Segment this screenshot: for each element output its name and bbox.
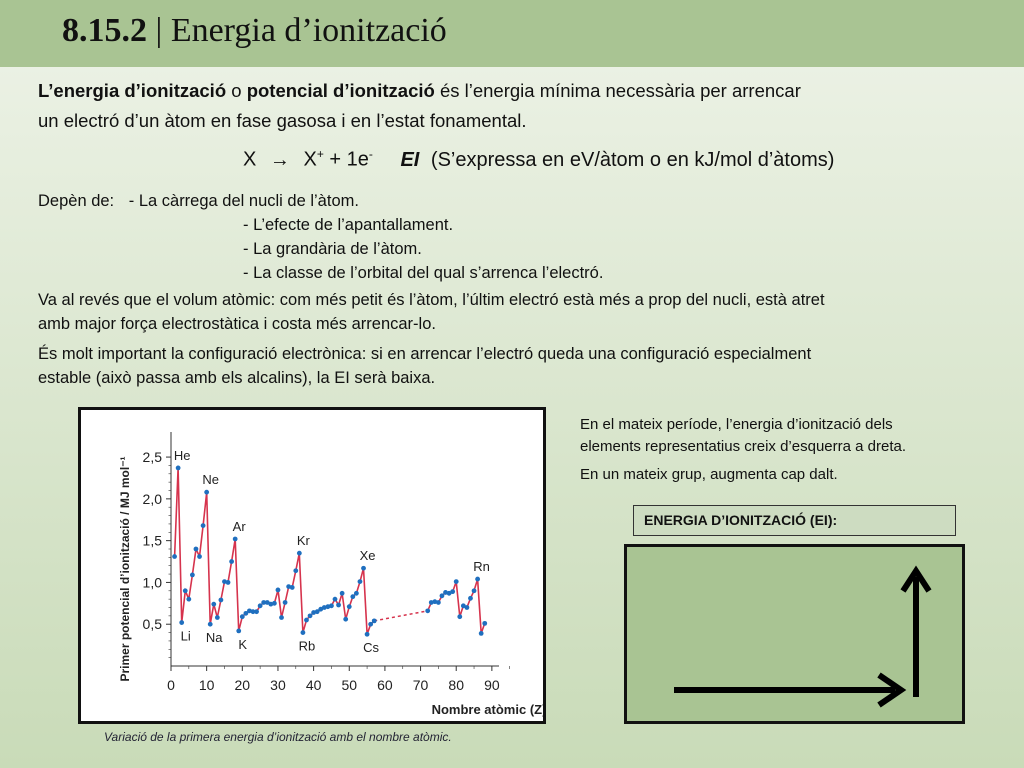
- x-tick-label: 0: [167, 677, 175, 693]
- y-tick-label: 2,0: [142, 490, 162, 507]
- data-point: [186, 597, 191, 602]
- element-label: Cs: [363, 640, 380, 656]
- element-label: Na: [205, 630, 223, 646]
- data-point: [361, 566, 366, 571]
- config-paragraph-line-2: estable (això passa amb els alcalins), la EI serà baixa.: [38, 369, 436, 387]
- element-label: Ar: [232, 518, 246, 534]
- period-trend-line-1: En el mateix període, l’energia d’ionització dels: [580, 416, 893, 433]
- trend-arrows-box: [624, 544, 965, 724]
- x-tick-label: 50: [341, 677, 358, 693]
- period-trend-line-2: elements representatius creix d’esquerra a dreta.: [580, 438, 907, 455]
- x-tick-label: 30: [270, 677, 286, 693]
- element-label: Rb: [298, 638, 316, 654]
- data-point: [304, 618, 309, 623]
- x-tick-label: 10: [198, 677, 215, 693]
- data-point: [336, 603, 341, 608]
- y-tick-label: 1,5: [142, 532, 162, 549]
- data-point: [290, 585, 295, 590]
- ionization-chart-frame: [78, 407, 546, 724]
- x-tick-label: 70: [412, 677, 429, 693]
- data-point: [472, 588, 477, 593]
- data-point: [283, 600, 288, 605]
- series-line: [428, 579, 485, 633]
- data-point: [482, 621, 487, 626]
- data-point: [183, 588, 188, 593]
- element-label: Kr: [296, 533, 310, 549]
- data-point: [240, 614, 245, 619]
- ionization-chart: [81, 410, 543, 721]
- eq-product: X: [303, 148, 317, 171]
- element-label: Xe: [359, 548, 376, 564]
- gap-line: [374, 611, 427, 621]
- data-point: [340, 591, 345, 596]
- eq-units-note: (S’expressa en eV/àtom o en kJ/mol d’àtoms): [430, 148, 835, 171]
- data-point: [468, 596, 473, 601]
- volume-paragraph-line-1: Va al revés que el volum atòmic: com més petit és l’àtom, l’últim electró està més a prop del nucli, està atret: [38, 291, 825, 309]
- data-point: [329, 603, 334, 608]
- depends-label: Depèn de:: [38, 192, 115, 210]
- section-number: 8.15.2: [62, 12, 147, 49]
- intro-line-2: un electró d’un àtom en fase gasosa i en l’estat fonamental.: [38, 110, 527, 131]
- group-trend-line: En un mateix grup, augmenta cap dalt.: [580, 466, 838, 483]
- data-point: [194, 547, 199, 552]
- data-point: [350, 594, 355, 599]
- title-separator: |: [155, 12, 163, 49]
- data-point: [208, 622, 213, 627]
- eq-arrow: →: [269, 148, 290, 171]
- data-point: [354, 591, 359, 596]
- data-point: [229, 559, 234, 564]
- y-tick-label: 1,0: [142, 574, 162, 591]
- y-tick-label: 2,5: [142, 449, 162, 466]
- data-point: [272, 601, 277, 606]
- data-point: [358, 579, 363, 584]
- data-point: [279, 615, 284, 620]
- data-point: [226, 580, 231, 585]
- depends-item: - L’efecte de l’apantallament.: [243, 216, 454, 234]
- x-tick-label: 40: [305, 677, 322, 693]
- data-point: [308, 613, 313, 618]
- data-point: [201, 523, 206, 528]
- data-point: [172, 554, 177, 559]
- arrow-right-icon: [674, 675, 901, 705]
- y-tick-label: 0,5: [142, 616, 162, 633]
- data-point: [276, 588, 281, 593]
- term-ionization-potential: potencial d’ionització: [246, 80, 435, 101]
- eq-symbol: EI: [400, 148, 420, 171]
- data-point: [219, 598, 224, 603]
- data-point: [440, 593, 445, 598]
- data-point: [368, 622, 373, 627]
- element-label: K: [238, 636, 248, 652]
- data-point: [425, 608, 430, 613]
- y-axis-label: Primer potencial d’ionització / MJ mol⁻¹: [118, 456, 132, 682]
- arrow-up-icon: [903, 571, 929, 697]
- eq-electron: + 1e: [323, 148, 369, 171]
- data-point: [465, 605, 470, 610]
- data-point: [254, 609, 259, 614]
- config-paragraph-line-1: És molt important la configuració electrònica: si en arrencar l’electró queda una configuració especialment: [38, 345, 812, 363]
- eq-electron-charge: -: [368, 147, 373, 161]
- data-point: [233, 537, 238, 542]
- ionization-equation: [243, 147, 834, 172]
- depends-item: - La grandària de l’àtom.: [243, 240, 422, 258]
- ei-label-box: ENERGIA D’IONITZACIÓ (EI):: [633, 505, 956, 536]
- data-point: [190, 573, 195, 578]
- x-tick-label: 60: [377, 677, 393, 693]
- data-point: [450, 589, 455, 594]
- title-text: Energia d’ionització: [170, 12, 447, 49]
- data-point: [176, 466, 181, 471]
- element-label: Ne: [202, 472, 219, 488]
- x-tick-label: 90: [484, 677, 500, 693]
- data-point: [436, 600, 441, 605]
- term-ionization-energy: L’energia d’ionització: [38, 80, 227, 101]
- data-point: [236, 629, 241, 634]
- data-point: [343, 617, 348, 622]
- data-point: [457, 614, 462, 619]
- depends-list: [38, 189, 603, 285]
- data-point: [475, 577, 480, 582]
- eq-lhs: X: [243, 148, 257, 171]
- data-point: [454, 579, 459, 584]
- data-point: [258, 603, 263, 608]
- element-label: He: [173, 447, 191, 463]
- data-point: [204, 490, 209, 495]
- data-point: [347, 604, 352, 609]
- intro-definition: és l’energia mínima necessària per arrencar: [434, 80, 801, 101]
- x-tick-label: 20: [234, 677, 251, 693]
- data-point: [297, 551, 302, 556]
- intro-line-1: [38, 78, 801, 103]
- data-point: [365, 632, 370, 637]
- eq-product-charge: +: [316, 147, 324, 161]
- data-point: [479, 631, 484, 636]
- x-tick-label: 80: [448, 677, 465, 693]
- data-point: [215, 615, 220, 620]
- intro-connector: o: [226, 80, 247, 101]
- data-point: [179, 620, 184, 625]
- data-point: [293, 568, 298, 573]
- data-point: [301, 630, 306, 635]
- data-point: [372, 618, 377, 623]
- depends-item: - La càrrega del nucli de l’àtom.: [128, 192, 359, 210]
- element-label: Rn: [473, 559, 490, 575]
- depends-item: - La classe de l’orbital del qual s’arrenca l’electró.: [243, 264, 604, 282]
- data-point: [211, 602, 216, 607]
- slide-title: [62, 12, 447, 50]
- title-bar: [0, 0, 1024, 67]
- x-axis-label: Nombre atòmic (Z): [431, 702, 543, 717]
- chart-caption: Variació de la primera energia d’ionització amb el nombre atòmic.: [104, 730, 452, 744]
- data-point: [333, 597, 338, 602]
- element-label: Li: [180, 628, 191, 644]
- volume-paragraph-line-2: amb major força electrostàtica i costa més arrencar-lo.: [38, 315, 436, 333]
- data-point: [197, 554, 202, 559]
